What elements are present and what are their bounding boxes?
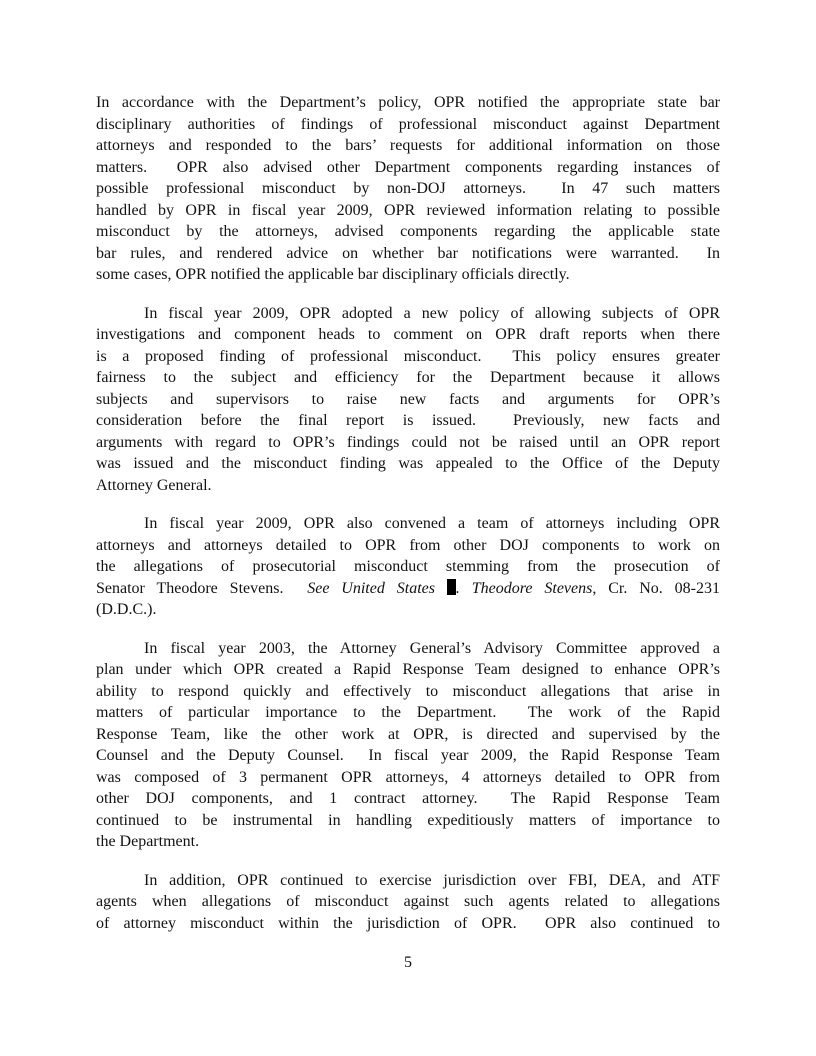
text-line [96, 178, 720, 200]
document-body [96, 92, 720, 951]
text-segment: fairness to the subject and efficiency for the Department because it allows [96, 369, 720, 386]
text-line [96, 638, 720, 660]
redaction-box [447, 579, 456, 595]
text-line [96, 389, 720, 411]
text-line [96, 659, 720, 681]
text-line [96, 346, 720, 368]
text-segment: bar rules, and rendered advice on whether bar notifications were warranted. In [96, 244, 720, 262]
text-segment: Counsel and the Deputy Counsel. In fiscal year 2009, the Rapid Response Team [96, 747, 720, 764]
text-segment: (D.D.C.). [96, 601, 157, 618]
text-segment: investigations and component heads to comment on OPR draft reports when there [96, 326, 720, 343]
text-line [96, 745, 720, 767]
text-segment: agents when allegations of misconduct against such agents related to allegations [96, 893, 720, 910]
text-line [96, 200, 720, 222]
text-segment: Attorney General. [96, 476, 212, 494]
text-line [96, 221, 720, 243]
text-line [96, 870, 720, 892]
text-segment: matters. OPR also advised other Department components regarding instances of [96, 158, 720, 176]
text-segment: attorneys and attorneys detailed to OPR from other DOJ components to work on [96, 536, 720, 554]
text-segment: ability to respond quickly and effectively to misconduct allegations that arise in [96, 682, 720, 700]
text-segment: subjects and supervisors to raise new facts and arguments for OPR’s [96, 390, 720, 408]
page-number: 5 [404, 954, 412, 971]
text-line [96, 831, 720, 853]
text-segment: In accordance with the Department’s policy, OPR notified the appropriate state bar [96, 94, 720, 111]
paragraph [96, 870, 720, 935]
text-line [96, 475, 720, 497]
text-segment: was issued and the misconduct finding was appealed to the Office of the Deputy [96, 455, 720, 472]
text-segment: In fiscal year 2003, the Attorney General’s Advisory Committee approved a [144, 639, 720, 657]
text-line [96, 599, 720, 621]
text-line [96, 681, 720, 703]
text-segment: plan under which OPR created a Rapid Response Team designed to enhance OPR’s [96, 661, 720, 678]
text-line [96, 810, 720, 832]
text-line [96, 324, 720, 346]
paragraph [96, 638, 720, 853]
text-line [96, 788, 720, 810]
text-line [96, 303, 720, 325]
text-segment: some cases, OPR notified the applicable bar disciplinary officials directly. [96, 266, 570, 283]
text-segment: In fiscal year 2009, OPR adopted a new policy of allowing subjects of OPR [144, 304, 720, 322]
italic-text-segment: See United States [307, 579, 447, 597]
text-line [96, 767, 720, 789]
paragraph [96, 92, 720, 286]
text-line [96, 157, 720, 179]
text-line [96, 367, 720, 389]
text-segment: was composed of 3 permanent OPR attorneys, 4 attorneys detailed to OPR from [96, 768, 720, 786]
text-line [96, 432, 720, 454]
italic-text-segment: . Theodore Stevens [455, 579, 593, 597]
text-line [96, 535, 720, 557]
text-line [96, 453, 720, 475]
text-line [96, 578, 720, 600]
text-segment: is a proposed finding of professional misconduct. This policy ensures greater [96, 347, 720, 365]
text-segment: the Department. [96, 833, 200, 850]
text-line [96, 913, 720, 935]
text-segment: possible professional misconduct by non-DOJ attorneys. In 47 such matters [96, 180, 720, 197]
text-segment: matters of particular importance to the Department. The work of the Rapid [96, 704, 720, 721]
text-line [96, 243, 720, 265]
text-segment: arguments with regard to OPR’s findings could not be raised until an OPR report [96, 433, 720, 451]
text-segment: attorneys and responded to the bars’ requests for additional information on those [96, 137, 720, 154]
text-line [96, 114, 720, 136]
text-segment: consideration before the final report is issued. Previously, new facts and [96, 412, 720, 429]
text-segment: other DOJ components, and 1 contract attorney. The Rapid Response Team [96, 790, 720, 807]
text-segment: handled by OPR in fiscal year 2009, OPR reviewed information relating to possible [96, 201, 720, 219]
text-line [96, 410, 720, 432]
text-segment: disciplinary authorities of findings of professional misconduct against Department [96, 115, 720, 133]
text-segment: the allegations of prosecutorial misconduct stemming from the prosecution of [96, 558, 720, 575]
text-segment: Response Team, like the other work at OPR, is directed and supervised by the [96, 725, 720, 743]
text-line [96, 724, 720, 746]
text-line [96, 264, 720, 286]
text-segment: of attorney misconduct within the jurisdiction of OPR. OPR also continued to [96, 914, 720, 932]
text-line [96, 92, 720, 114]
text-line [96, 135, 720, 157]
paragraph [96, 513, 720, 621]
text-segment: , Cr. No. 08-231 [592, 579, 721, 597]
text-line [96, 556, 720, 578]
text-line [96, 513, 720, 535]
text-line [96, 891, 720, 913]
text-segment: In fiscal year 2009, OPR also convened a team of attorneys including OPR [144, 515, 720, 532]
text-segment: Senator Theodore Stevens. [96, 579, 308, 597]
text-segment: In addition, OPR continued to exercise jurisdiction over FBI, DEA, and ATF [144, 871, 720, 889]
text-line [96, 702, 720, 724]
paragraph [96, 303, 720, 497]
text-segment: continued to be instrumental in handling expeditiously matters of importance to [96, 811, 720, 829]
text-segment: misconduct by the attorneys, advised components regarding the applicable state [96, 223, 720, 240]
